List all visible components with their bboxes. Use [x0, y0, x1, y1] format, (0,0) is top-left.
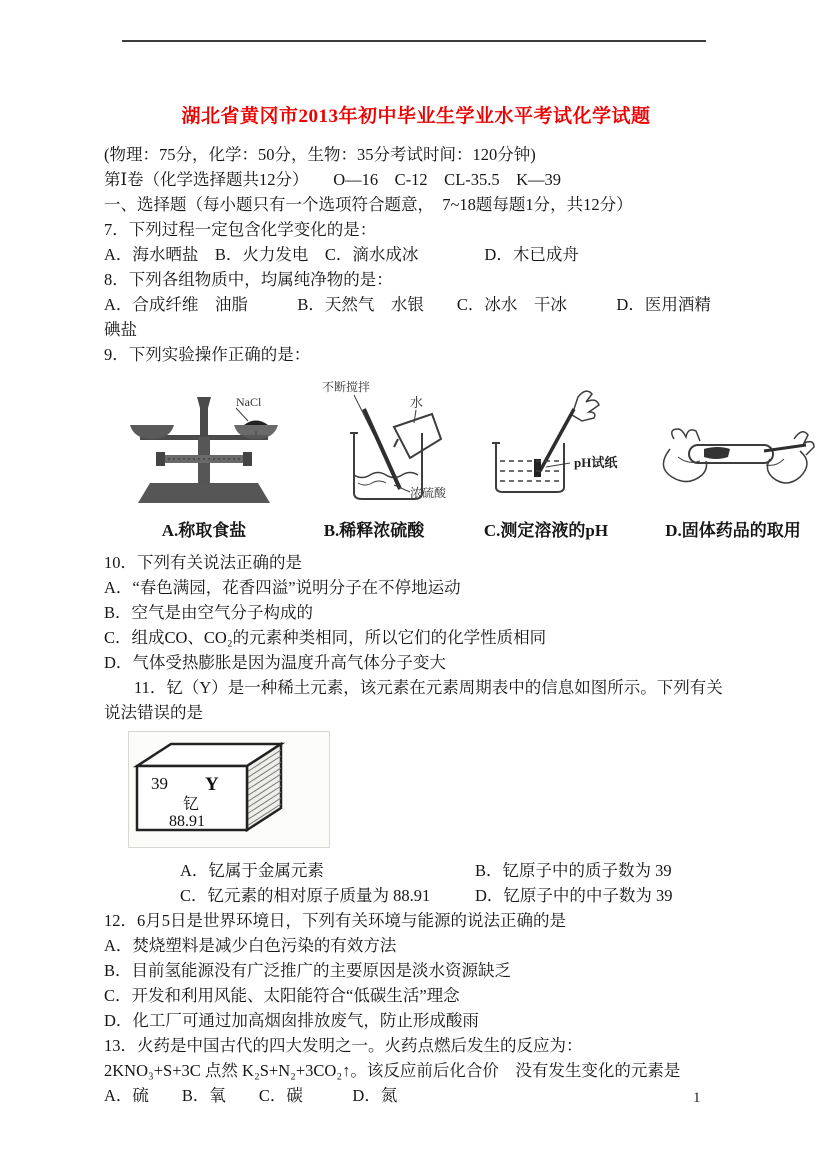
question-9-stem: 9．下列实验操作正确的是： — [104, 345, 311, 364]
figure-a-caption: A.称取食盐 — [161, 521, 247, 540]
page-number: 1 — [693, 1090, 701, 1106]
question-7-options: A．海水晒盐 B．火力发电 C．滴水成冰 D．木已成舟 — [104, 245, 579, 264]
question-10-option-a: A．“春色满园，花香四溢”说明分子在不停地运动 — [104, 578, 461, 597]
balance-scale-figure — [120, 391, 288, 511]
question-11-option-c: C．钇元素的相对原子质量为 88.91 — [180, 886, 431, 905]
question-11-option-b: B．钇原子中的质子数为 39 — [475, 861, 672, 880]
element-cell-figure — [128, 731, 330, 848]
question-11-option-d: D．钇原子中的中子数为 39 — [475, 886, 673, 905]
question-10-option-d: D．气体受热膨胀是因为温度升高气体分子变大 — [104, 653, 446, 672]
element-atomic-mass: 88.91 — [169, 813, 205, 830]
page-title: 湖北省黄冈市2013年初中毕业生学业水平考试化学试题 — [181, 106, 651, 127]
figure-c-caption: C.测定溶液的pH — [483, 521, 609, 540]
question-8-options: A．合成纤维 油脂 B．天然气 水银 C．冰水 干冰 D．医用酒精 — [104, 295, 711, 314]
figure-label-ph-paper: pH试纸 — [574, 455, 618, 470]
header-rule — [122, 40, 706, 42]
question-10-stem: 10．下列有关说法正确的是 — [104, 553, 302, 572]
dilution-figure — [298, 377, 450, 511]
element-symbol: Y — [205, 774, 219, 795]
figure-label-nacl: NaCl — [236, 395, 262, 409]
figure-ph-test — [462, 383, 630, 542]
question-9-figure-row — [110, 377, 801, 542]
element-cube-drawing — [131, 736, 321, 836]
question-12-option-d: D．化工厂可通过加高烟囱排放废气，防止形成酸雨 — [104, 1011, 479, 1030]
question-11-options-row-2 — [104, 883, 728, 908]
instruction-line: 一、选择题（每小题只有一个选项符合题意， 7~18题每题1分，共12分） — [104, 195, 633, 214]
question-10-option-c: C．组成CO、CO₂的元素种类相同，所以它们的化学性质相同 — [104, 628, 547, 647]
figure-label-water: 水 — [410, 395, 424, 410]
question-12-option-b: B．目前氢能源没有广泛推广的主要原因是淡水资源缺乏 — [104, 961, 512, 980]
question-12-stem: 12．6月5日是世界环境日，下列有关环境与能源的说法正确的是 — [104, 911, 566, 930]
question-11-option-a: A．钇属于金属元素 — [180, 861, 324, 880]
figure-solid-handling — [634, 393, 827, 542]
question-7-stem: 7．下列过程一定包含化学变化的是： — [104, 220, 377, 239]
score-info-line: (物理：75分，化学：50分，生物：35分考试时间：120分钟) — [104, 145, 536, 164]
figure-label-stir: 不断搅拌 — [322, 380, 371, 394]
question-8-options-wrap: 碘盐 — [104, 320, 137, 339]
question-13-options: A．硫 B．氧 C．碳 D．氮 — [104, 1086, 398, 1105]
element-atomic-number: 39 — [151, 774, 168, 793]
document-body — [104, 104, 801, 1108]
question-11-stem: 11．钇（Y）是一种稀土元素，该元素在元素周期表中的信息如图所示。下列有关说法错误的是 — [104, 678, 723, 722]
figure-weighing-salt — [120, 391, 288, 542]
question-10-option-b: B．空气是由空气分子构成的 — [104, 603, 314, 622]
figure-b-caption: B.稀释浓硫酸 — [323, 521, 425, 540]
question-11-options-row-1 — [104, 858, 728, 883]
question-8-stem: 8．下列各组物质中，均属纯净物的是： — [104, 270, 393, 289]
figure-label-acid: 浓硫酸 — [410, 486, 447, 500]
solid-handling-figure — [634, 393, 827, 511]
figure-dilute-acid — [298, 377, 450, 542]
figure-d-caption: D.固体药品的取用 — [665, 521, 801, 540]
ph-test-figure — [462, 383, 630, 511]
question-13-equation: 2KNO₃+S+3C 点然 K₂S+N₂+3CO₂↑。该反应前后化合价 没有发生变化的元素是 — [104, 1061, 681, 1080]
section-heading: 第Ⅰ卷（化学选择题共12分） O—16 C-12 CL-35.5 K—39 — [104, 170, 562, 189]
question-13-stem: 13．火药是中国古代的四大发明之一。火药点燃后发生的反应为： — [104, 1036, 583, 1055]
element-name: 钇 — [183, 796, 200, 813]
question-12-option-a: A．焚烧塑料是减少白色污染的有效方法 — [104, 936, 397, 955]
question-12-option-c: C．开发和利用风能、太阳能符合“低碳生活”理念 — [104, 986, 460, 1005]
